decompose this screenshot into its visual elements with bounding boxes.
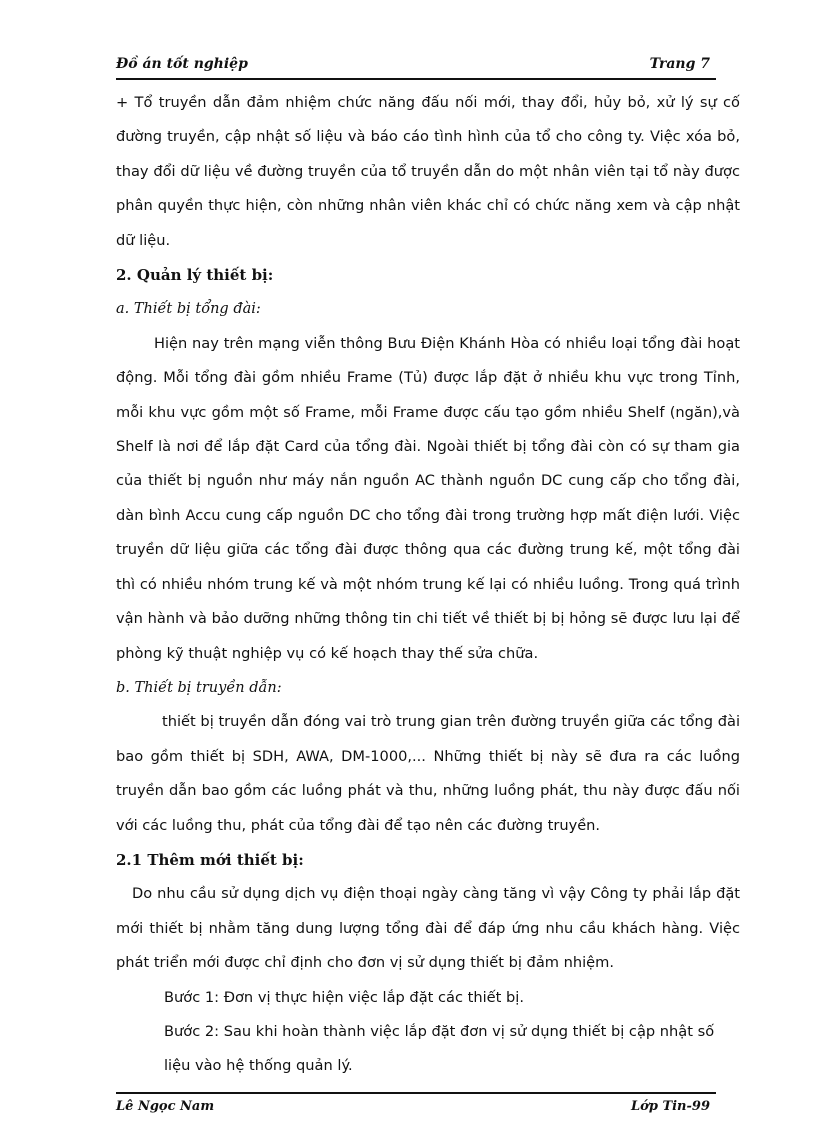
paragraph-2b: thiết bị truyền dẫn đóng vai trò trung gian trên đường truyền giữa các tổng đài bao gồm thiết bị SDH, AWA, DM-1000,... Những thiết bị này sẽ đưa ra các luồng truyền dẫn bao gồm các luồng phát và thu, những luồng phát, thu này được đấu nối với các luồng thu, phát của tổng đài để tạo nên các đường truyền. — [116, 713, 740, 834]
subsection-heading-2b: b. Thiết bị truyền dẫn: — [116, 679, 282, 696]
step-1: Bước 1: Đơn vị thực hiện việc lắp đặt các thiết bị. — [164, 988, 524, 1006]
section-heading-2-1: 2.1 Thêm mới thiết bị: — [116, 850, 304, 869]
footer-author: Lê Ngọc Nam — [116, 1099, 215, 1114]
page-body — [116, 86, 740, 1084]
paragraph-2-1: Do nhu cầu sử dụng dịch vụ điện thoại ngày càng tăng vì vậy Công ty phải lắp đặt mới thiết bị nhằm tăng dung lượng tổng đài để đáp ứng nhu cầu khách hàng. Việc phát triển mới được chỉ định cho đơn vị sử dụng thiết bị đảm nhiệm. — [116, 885, 740, 972]
section-heading-2: 2. Quản lý thiết bị: — [116, 266, 274, 285]
paragraph-intro: + Tổ truyền dẫn đảm nhiệm chức năng đấu nối mới, thay đổi, hủy bỏ, xử lý sự cố đường truyền, cập nhật số liệu và báo cáo tình hình của tổ cho công ty. Việc xóa bỏ, thay đổi dữ liệu về đường truyền của tổ truyền dẫn do một nhân viên tại tổ này được phân quyền thực hiện, còn những nhân viên khác chỉ có chức năng xem và cập nhật dữ liệu. — [116, 94, 740, 249]
header-title: Đồ án tốt nghiệp — [116, 56, 248, 72]
footer-class: Lớp Tin-99 — [631, 1099, 710, 1114]
paragraph-2a: Hiện nay trên mạng viễn thông Bưu Điện Khánh Hòa có nhiều loại tổng đài hoạt động. Mỗi tổng đài gồm nhiều Frame (Tủ) được lắp đặt ở nhiều khu vực trong Tỉnh, mỗi khu vực gồm một số Frame, mỗi Frame được cấu tạo gồm nhiều Shelf (ngăn),và Shelf là nơi để lắp đặt Card của tổng đài. Ngoài thiết bị tổng đài còn có sự tham gia của thiết bị nguồn như máy nắn nguồn AC thành nguồn DC cung cấp cho tổng đài, dàn bình Accu cung cấp nguồn DC cho tổng đài trong trường hợp mất điện lưới. Việc truyền dữ liệu giữa các tổng đài được thông qua các đường trung kế, một tổng đài thì có nhiều nhóm trung kế và một nhóm trung kế lại có nhiều luồng. Trong quá trình vận hành và bảo dưỡng những thông tin chi tiết về thiết bị bị hỏng sẽ được lưu lại để phòng kỹ thuật nghiệp vụ có kế hoạch thay thế sửa chữa. — [116, 334, 740, 662]
subsection-heading-2a: a. Thiết bị tổng đài: — [116, 301, 261, 318]
page-header — [116, 52, 716, 80]
page-footer — [116, 1092, 716, 1118]
step-2: Bước 2: Sau khi hoàn thành việc lắp đặt đơn vị sử dụng thiết bị cập nhật số liệu vào hệ thống quản lý. — [164, 1022, 715, 1075]
header-page-number: Trang 7 — [649, 56, 710, 72]
